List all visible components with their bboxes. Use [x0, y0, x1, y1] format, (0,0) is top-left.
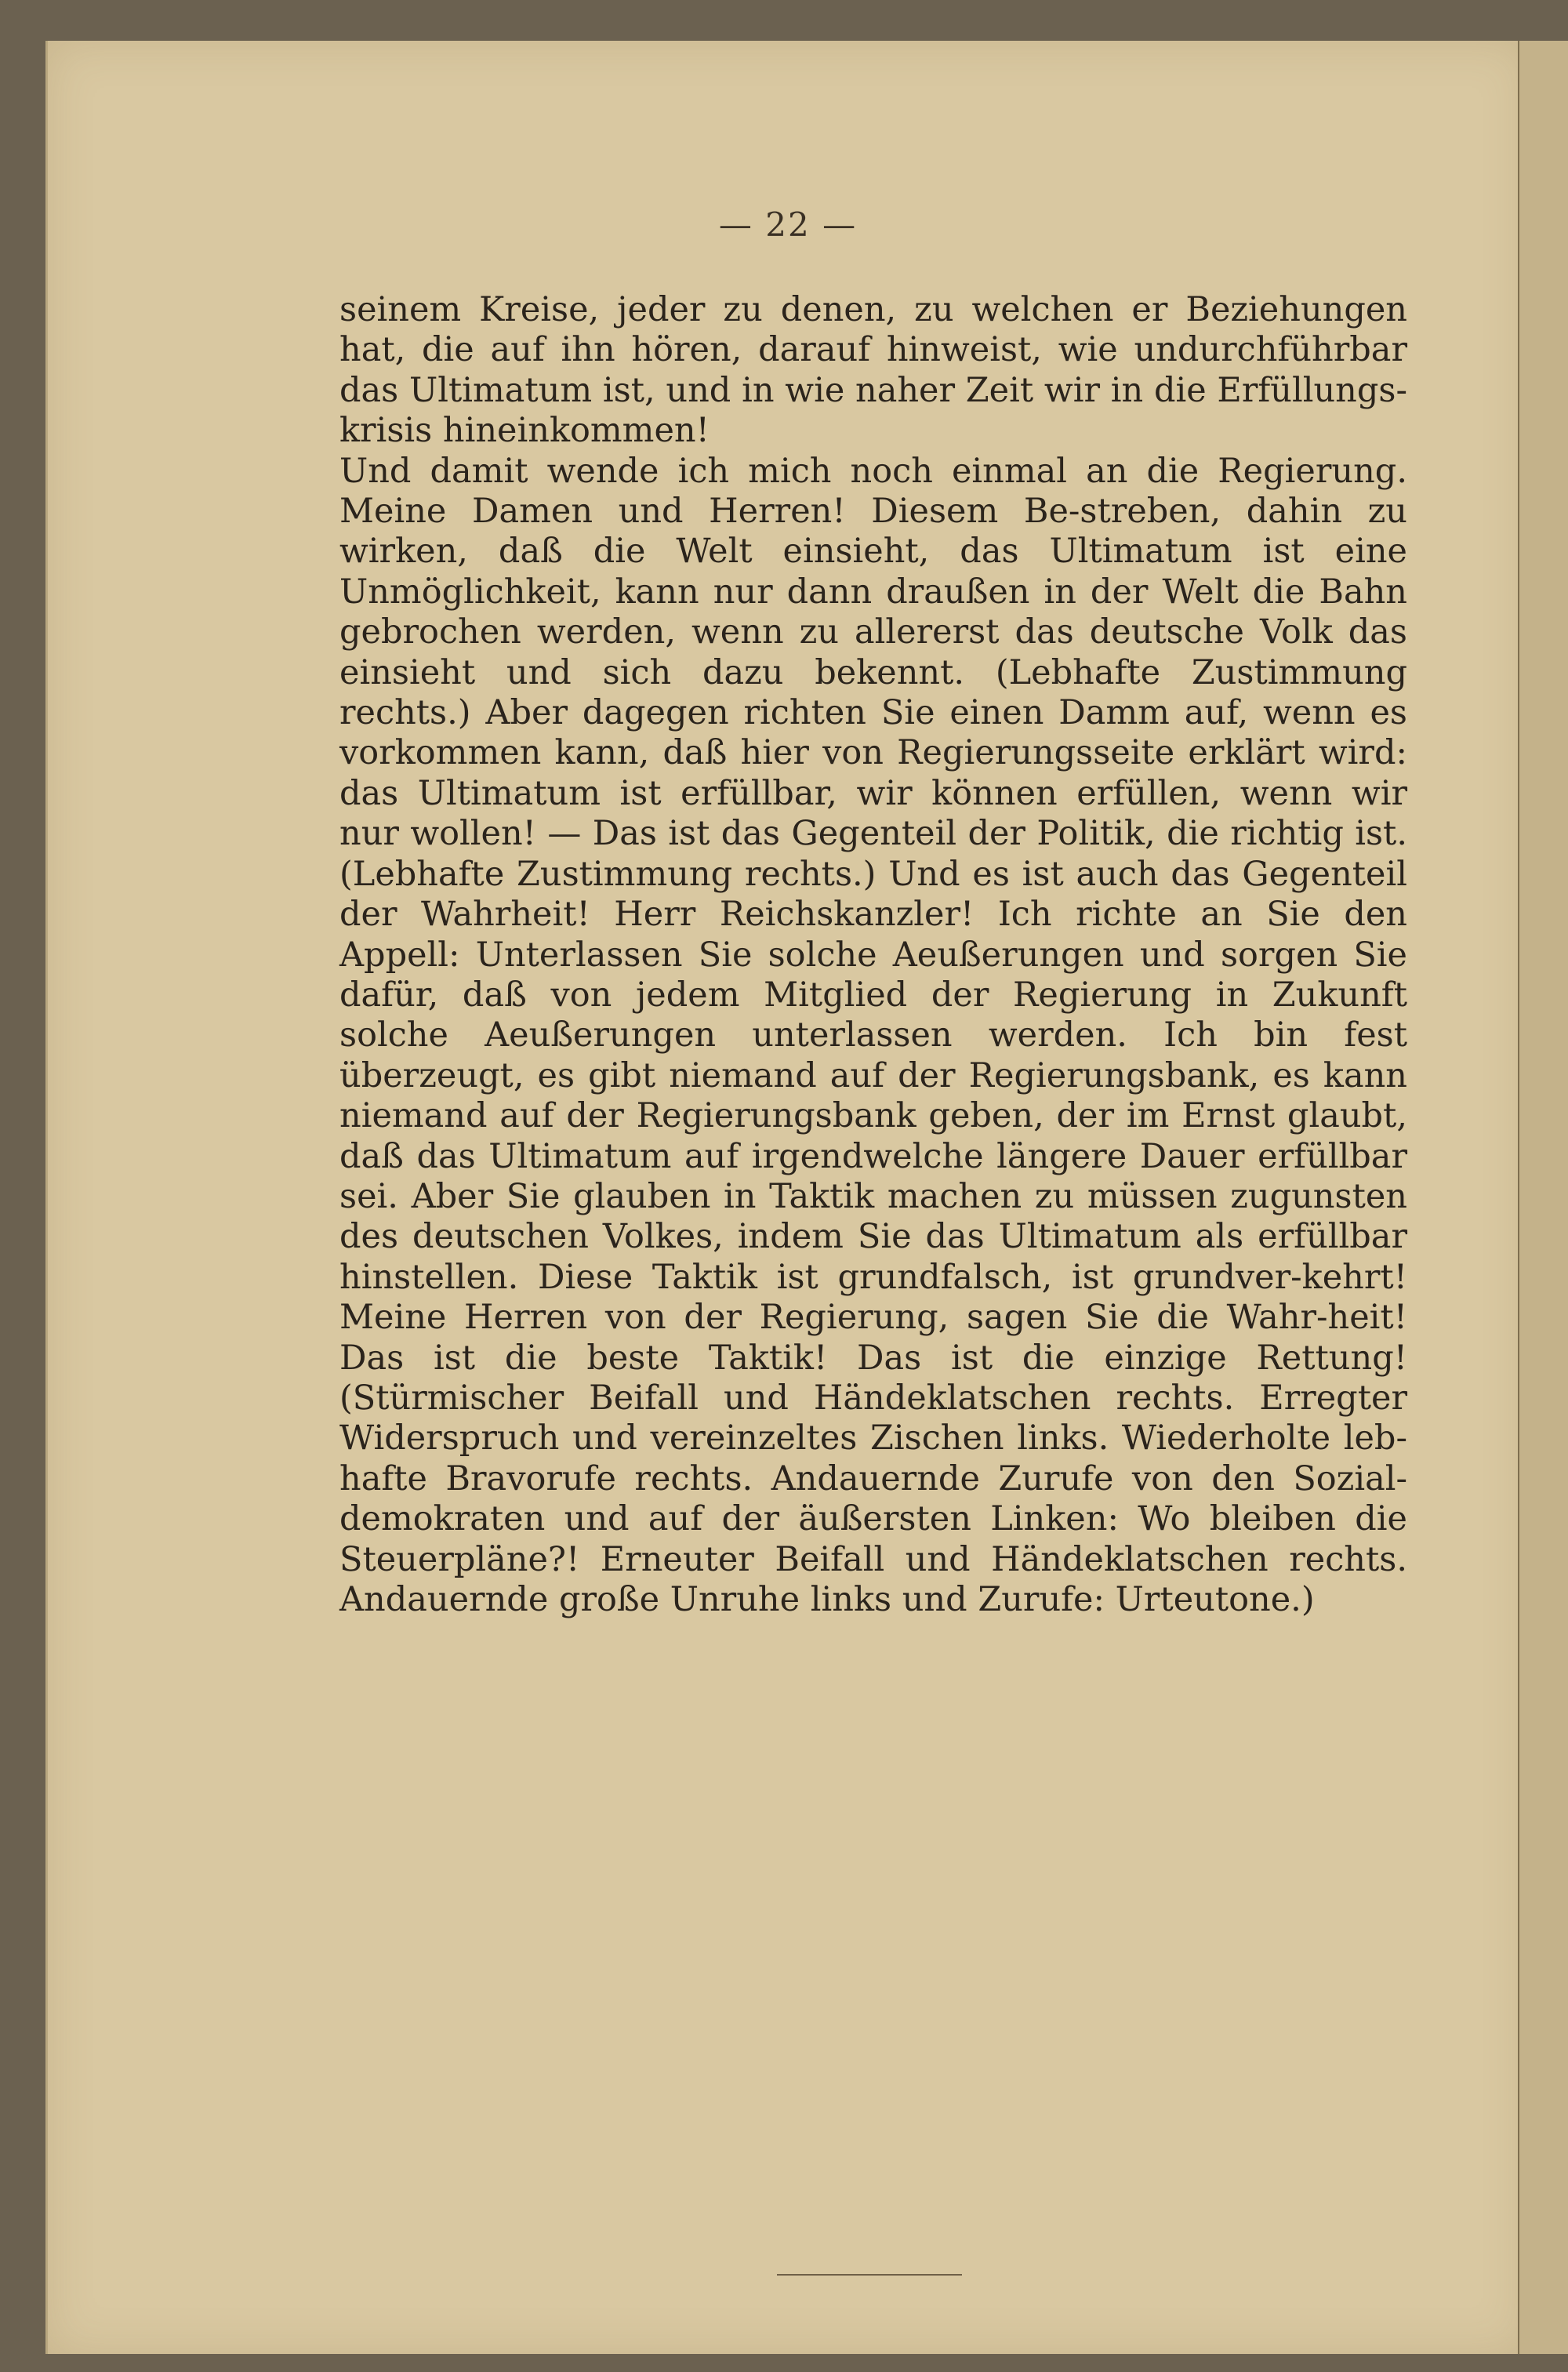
- paragraph-1: seinem Kreise, jeder zu denen, zu welchen er Beziehungen hat, die auf ihn hören, darauf hinweist, wie undurchführbar das Ultimatum ist, und in wie naher Zeit wir in die Erfüllungs-krisis hineinkommen!: [339, 290, 1407, 451]
- body-text: [339, 290, 1407, 1620]
- next-page-edge: [1518, 41, 1568, 2354]
- page-number: — 22 —: [718, 205, 858, 244]
- paragraph-2: Und damit wende ich mich noch einmal an die Regierung. Meine Damen und Herren! Diesem Be-streben, dahin zu wirken, daß die Welt einsieht, das Ultimatum ist eine Unmöglichkeit, kann nur dann draußen in der Welt die Bahn gebrochen werden, wenn zu allererst das deutsche Volk das einsieht und sich dazu bekennt. (Lebhafte Zustimmung rechts.) Aber dagegen richten Sie einen Damm auf, wenn es vorkommen kann, daß hier von Regierungsseite erklärt wird: das Ultimatum ist erfüllbar, wir können erfüllen, wenn wir nur wollen! — Das ist das Gegenteil der Politik, die richtig ist. (Lebhafte Zustimmung rechts.) Und es ist auch das Gegenteil der Wahrheit! Herr Reichskanzler! Ich richte an Sie den Appell: Unterlassen Sie solche Aeußerungen und sorgen Sie dafür, daß von jedem Mitglied der Regierung in Zukunft solche Aeußerungen unterlassen werden. Ich bin fest überzeugt, es gibt niemand auf der Regierungsbank, es kann niemand auf der Regierungsbank geben, der im Ernst glaubt, daß das Ultimatum auf irgendwelche längere Dauer erfüllbar sei. Aber Sie glauben in Taktik machen zu müssen zugunsten des deutschen Volkes, indem Sie das Ultimatum als erfüllbar hinstellen. Diese Taktik ist grundfalsch, ist grundver-kehrt! Meine Herren von der Regierung, sagen Sie die Wahr-heit! Das ist die beste Taktik! Das ist die einzige Rettung! (Stürmischer Beifall und Händeklatschen rechts. Erregter Widerspruch und vereinzeltes Zischen links. Wiederholte leb-hafte Bravorufe rechts. Andauernde Zurufe von den Sozial-demokraten und auf der äußersten Linken: Wo bleiben die Steuerpläne?! Erneuter Beifall und Händeklatschen rechts. Andauernde große Unruhe links und Zurufe: Urteutone.): [339, 451, 1407, 1619]
- end-rule: [777, 2274, 962, 2276]
- document-page: [45, 41, 1528, 2354]
